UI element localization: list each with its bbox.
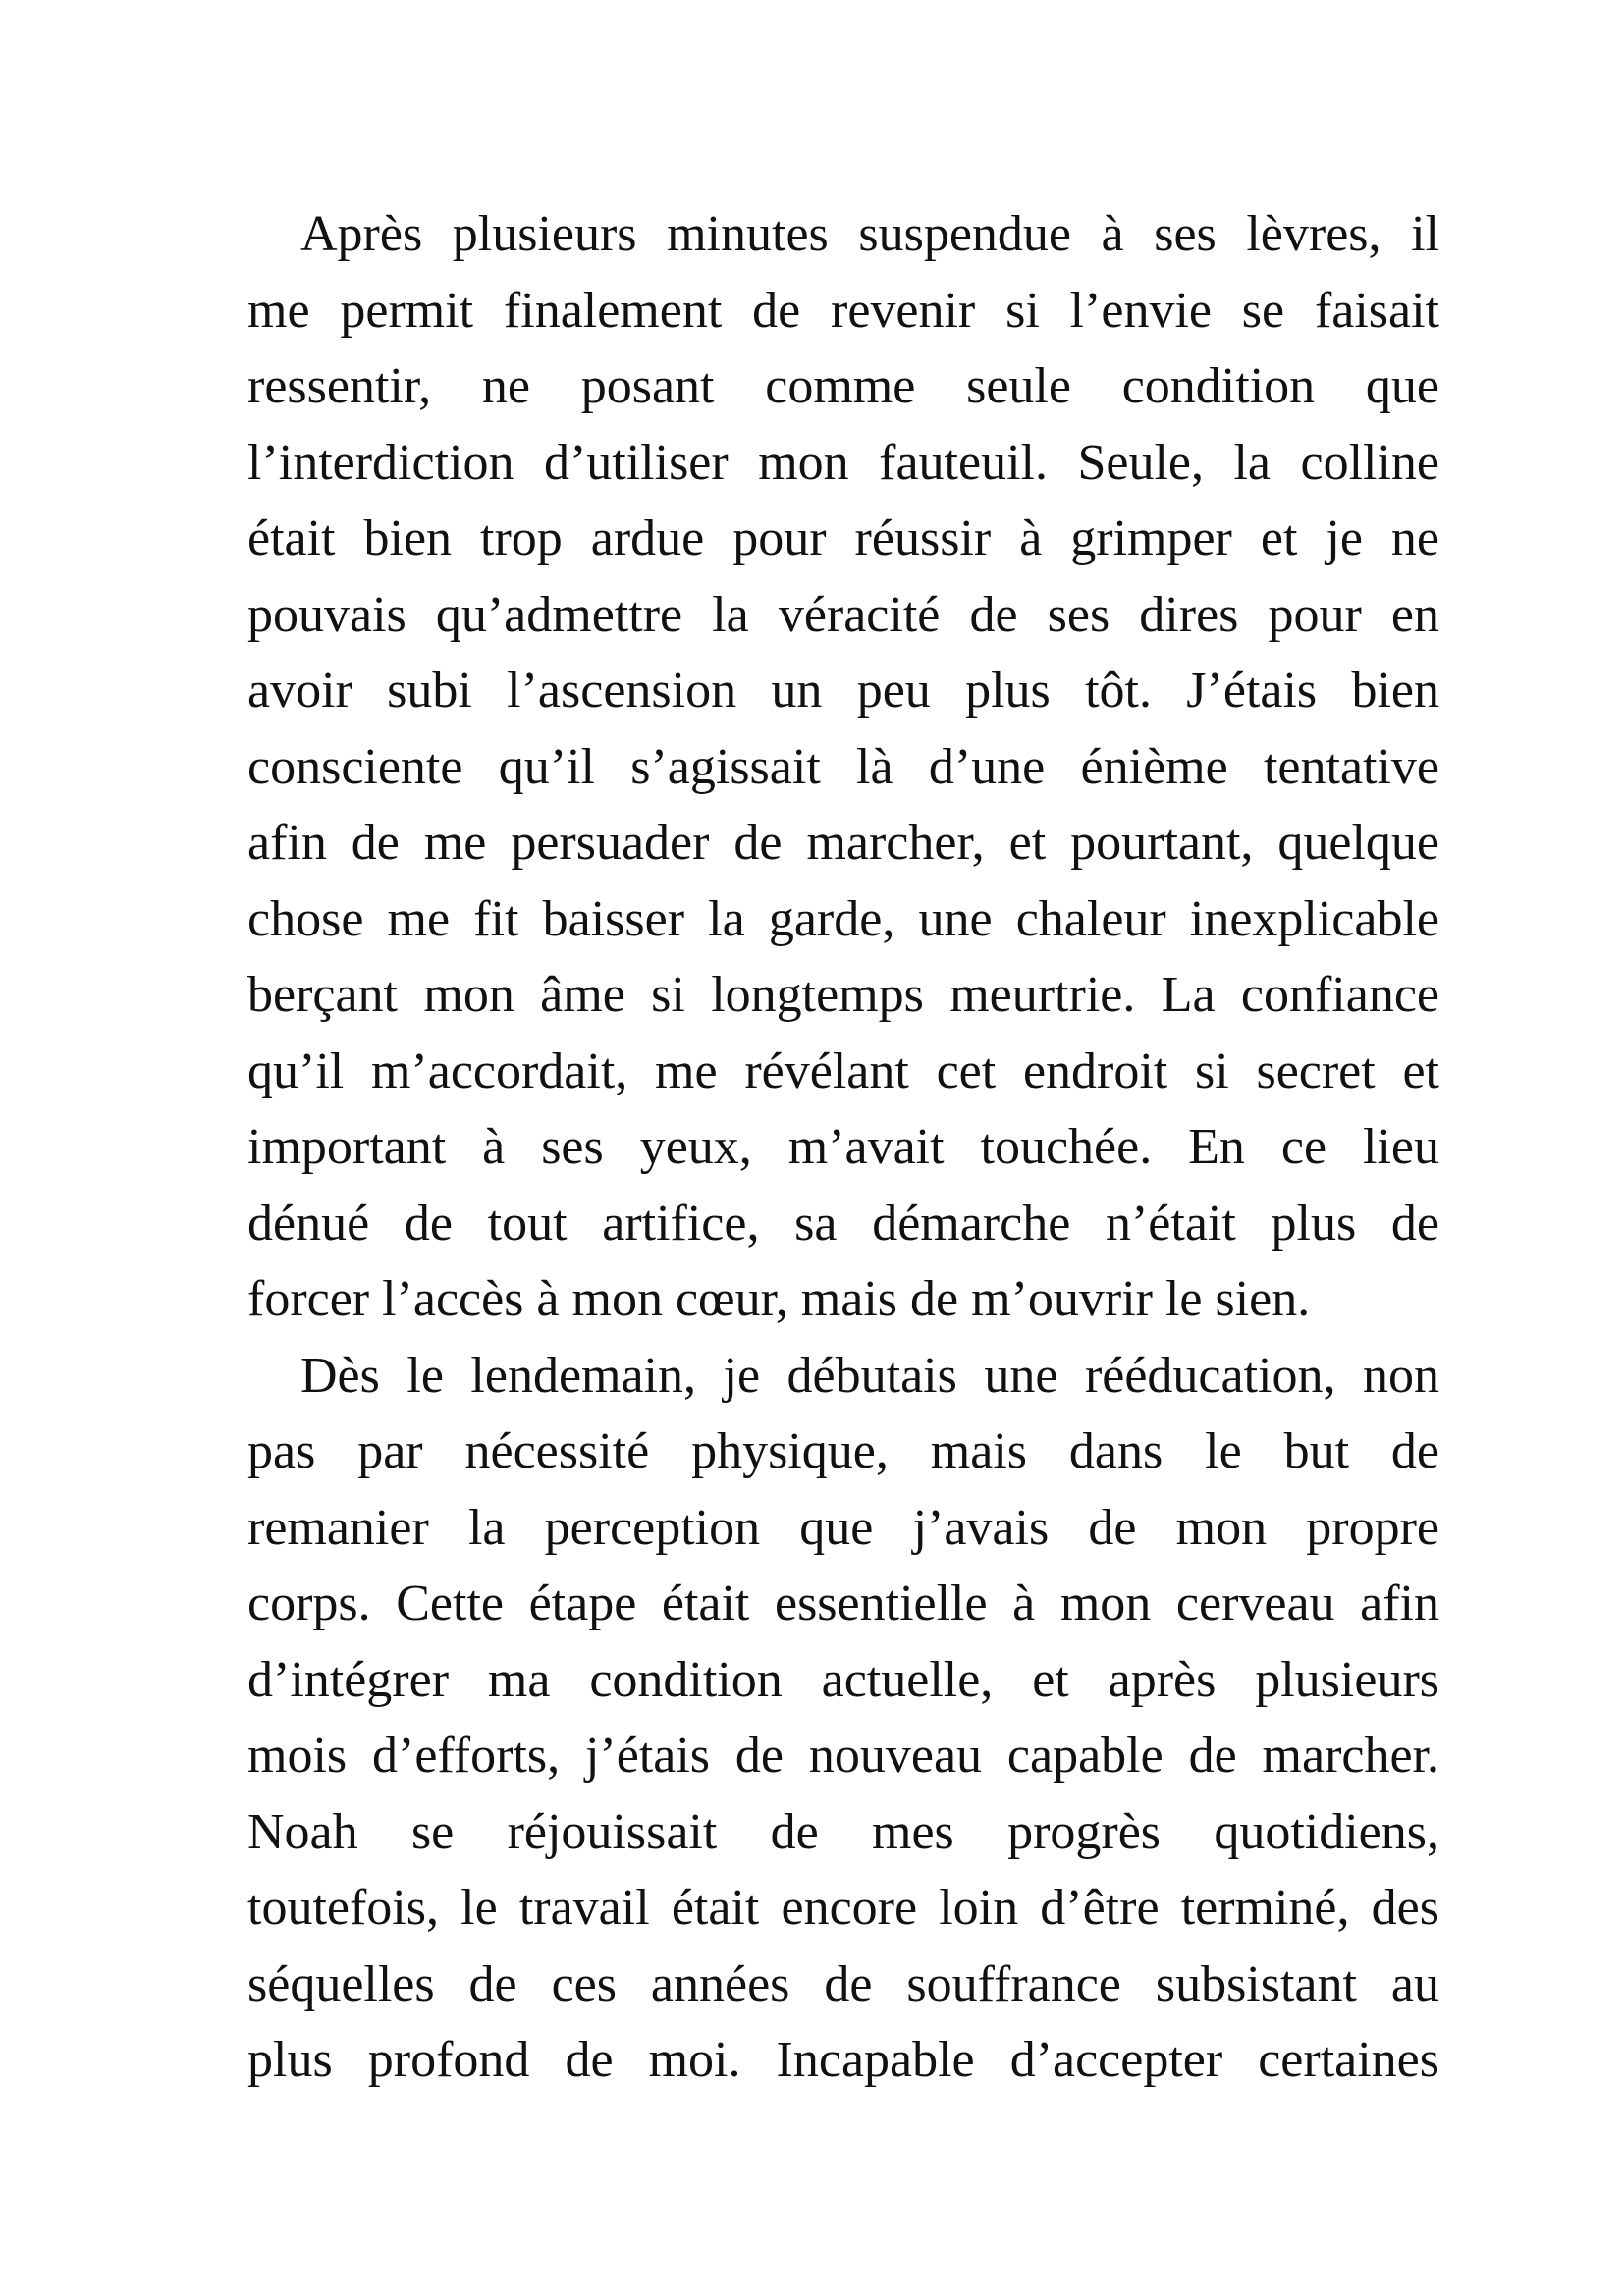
text-line: ressentir, ne posant comme seule condition que (247, 358, 1439, 414)
text-line: séquelles de ces années de souffrance subsistant au (247, 1955, 1439, 2012)
paragraph-2 (194, 1338, 1439, 2099)
text-line: chose me fit baisser la garde, une chaleur inexplicable (247, 890, 1439, 947)
text-line: berçant mon âme si longtemps meurtrie. La confiance (247, 967, 1439, 1023)
text-line: d’intégrer ma condition actuelle, et après plusieurs (247, 1651, 1439, 1708)
text-line: avoir subi l’ascension un peu plus tôt. J’étais bien (247, 663, 1439, 719)
text-line: consciente qu’il s’agissait là d’une énième tentative (247, 738, 1439, 795)
text-line: me permit finalement de revenir si l’envie se faisait (247, 282, 1439, 339)
text-line: qu’il m’accordait, me révélant cet endroit si secret et (247, 1042, 1439, 1099)
document-page (194, 196, 1439, 2099)
text-line: plus profond de moi. Incapable d’accepter certaines (247, 2032, 1439, 2088)
text-line: l’interdiction d’utiliser mon fauteuil. Seule, la colline (247, 434, 1439, 491)
text-line: corps. Cette étape était essentielle à mon cerveau afin (247, 1575, 1439, 1631)
text-line: remanier la perception que j’avais de mon propre (247, 1499, 1439, 1556)
text-line: mois d’efforts, j’étais de nouveau capable de marcher. (247, 1728, 1439, 1784)
text-line: afin de me persuader de marcher, et pourtant, quelque (247, 815, 1439, 871)
text-line: Après plusieurs minutes suspendue à ses lèvres, il (300, 206, 1439, 262)
text-line: forcer l’accès à mon cœur, mais de m’ouvrir le sien. (247, 1271, 1311, 1327)
text-line: pas par nécessité physique, mais dans le but de (247, 1423, 1439, 1479)
text-line: pouvais qu’admettre la véracité de ses dires pour en (247, 586, 1439, 643)
text-line: Dès le lendemain, je débutais une rééducation, non (300, 1347, 1439, 1404)
text-line: toutefois, le travail était encore loin d’être terminé, des (247, 1880, 1439, 1936)
paragraph-1 (194, 196, 1439, 1338)
text-line: était bien trop ardue pour réussir à grimper et je ne (247, 510, 1439, 566)
text-line: dénué de tout artifice, sa démarche n’était plus de (247, 1195, 1439, 1252)
text-line: Noah se réjouissait de mes progrès quotidiens, (247, 1803, 1439, 1860)
text-line: important à ses yeux, m’avait touchée. En ce lieu (247, 1119, 1439, 1175)
